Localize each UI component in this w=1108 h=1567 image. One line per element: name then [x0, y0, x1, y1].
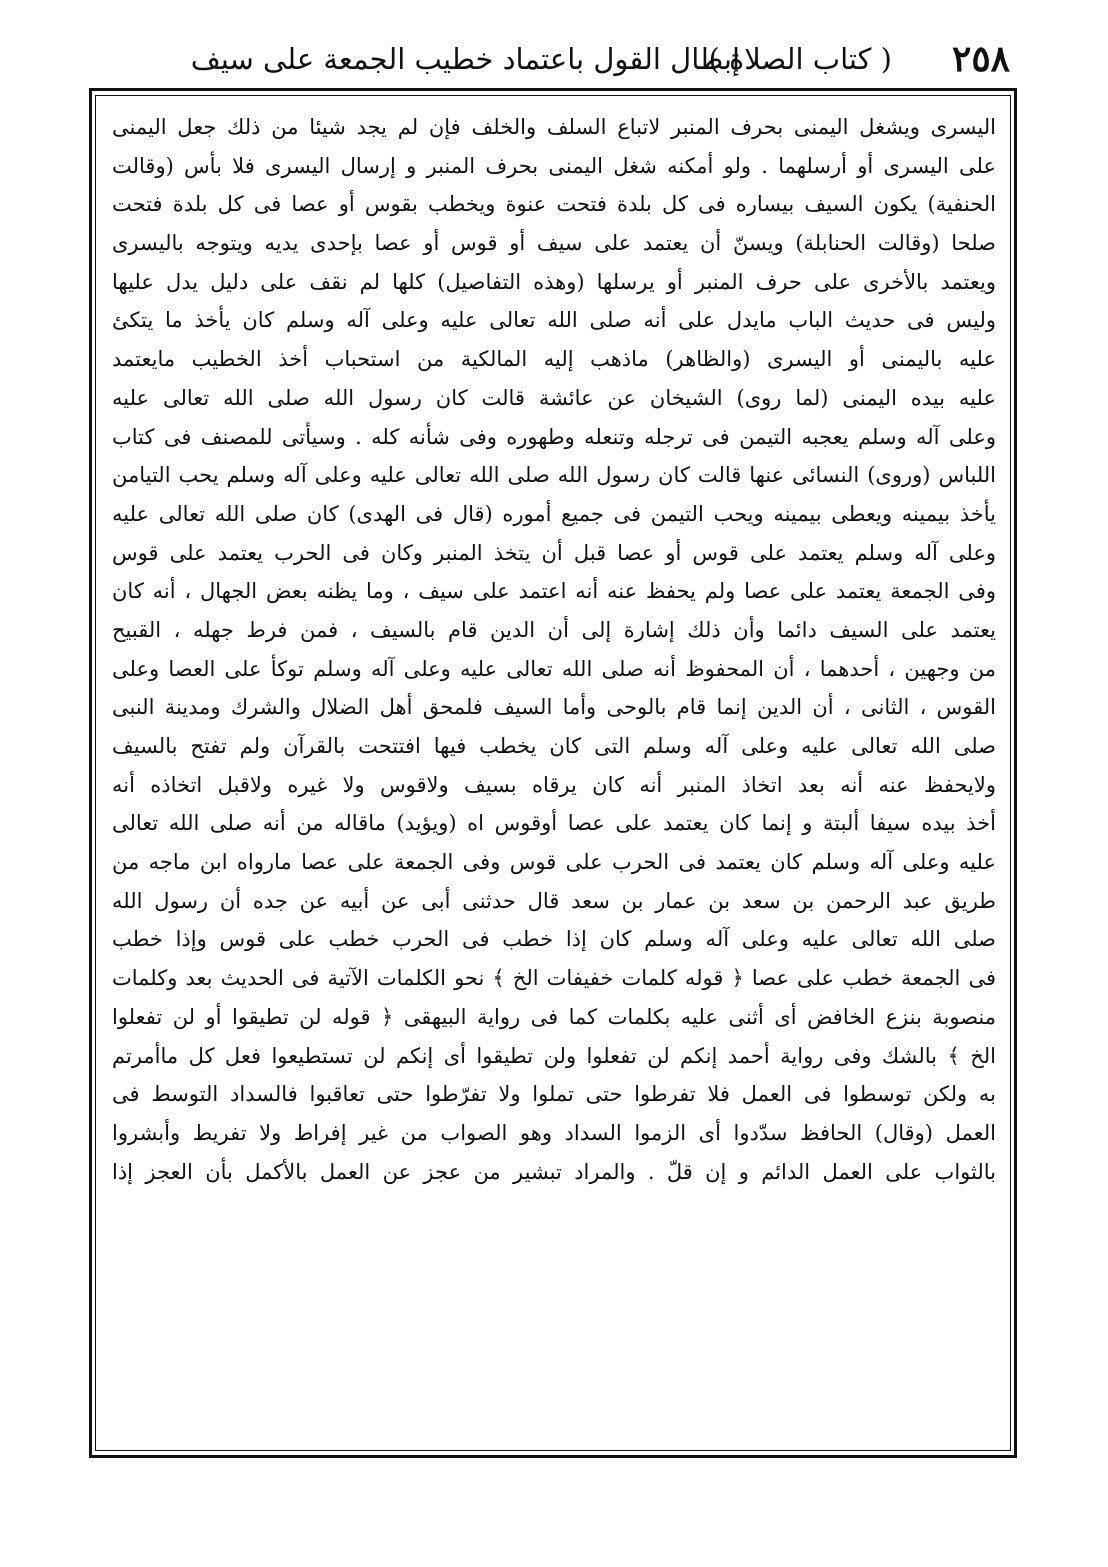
text-line: اللباس (وروى) النسائى عنها قالت كان رسول الله صلى الله تعالى عليه وعلى آله وسلم يحب التيامن — [112, 463, 996, 488]
text-line: عليه بيده اليمنى (لما روى) الشيخان عن عائشة قالت كان رسول الله صلى الله تعالى عليه — [112, 385, 996, 410]
text-line: فى الجمعة خطب على عصا ﴿ قوله كلمات خفيفات الخ ﴾ نحو الكلمات الآتية فى الحديث بعد وكلمات — [112, 966, 996, 991]
chapter-title: إبطال القول باعتماد خطيب الجمعة على سيف — [190, 42, 740, 76]
text-line: يعتمد على السيف دائما وأن ذلك إشارة إلى أن الدين قام بالسيف ، فمن فرط جهله ، القبيح — [112, 617, 996, 642]
text-line: وليس فى حديث الباب مايدل على أنه صلى الله تعالى عليه وعلى آله وسلم كان يأخذ ما يتكئ — [112, 308, 996, 333]
text-line: من وجهين ، أحدهما ، أن المحفوظ أنه صلى الله تعالى عليه وعلى آله وسلم توكأ على العصا وعلى — [112, 656, 996, 681]
text-line: على اليسرى أو أرسلهما . ولو أمكنه شغل اليمنى بحرف المنبر و إرسال اليسرى فلا بأس (وقالت — [112, 153, 996, 178]
text-line: بالثواب على العمل الدائم و إن قلّ . والمراد تبشير من عجز عن العمل بالأكمل بأن العجز إذا — [112, 1159, 996, 1184]
text-line: يأخذ بيمينه ويعطى بيمينه ويحب التيمن فى جميع أموره (قال فى الهدى) كان صلى الله تعالى عليه — [112, 501, 996, 526]
section-name: ( كتاب الصلاة ) — [708, 42, 892, 76]
text-line: عليه وعلى آله وسلم كان يعتمد فى الحرب على قوس وفى الجمعة على عصا مارواه ابن ماجه من — [112, 850, 996, 875]
text-line: منصوبة بنزع الخافض أى أثنى عليه بكلمات كما فى رواية البيهقى ﴿ قوله لن تطيقوا أو لن تفعلوا — [112, 1004, 996, 1029]
running-head — [95, 34, 1010, 84]
text-line: به ولكن توسطوا فى العمل فلا تفرطوا حتى تملوا ولا تفرّطوا حتى تعاقبوا فالسداد التوسط فى — [112, 1082, 996, 1107]
text-line: ولايحفظ عنه أنه بعد اتخاذ المنبر أنه كان يرقاه بسيف ولاقوس ولا غيره ولاقبل اتخاذه أنه — [112, 772, 996, 797]
text-line: وعلى آله وسلم يعجبه التيمن فى ترجله وتنعله وطهوره وفى شأنه كله . وسيأتى للمصنف فى كتاب — [112, 424, 996, 449]
text-line: أخذ بيده سيفا ألبتة و إنما كان يعتمد على عصا أوقوس اه (ويؤيد) ماقاله من أنه صلى الله تعالى — [112, 811, 996, 836]
text-line: الحنفية) يكون السيف بيساره فى كل بلدة فتحت عنوة ويخطب بقوس أو عصا فى كل بلدة فتحت — [112, 192, 996, 217]
text-line: الخ ﴾ بالشك وفى رواية أحمد إنكم لن تفعلوا ولن تطيقوا أى إنكم لن تستطيعوا فعل كل ماأمرتم — [112, 1043, 996, 1068]
text-line: صلى الله تعالى عليه وعلى آله وسلم كان إذا خطب فى الحرب خطب على قوس وإذا خطب — [112, 927, 996, 952]
text-line: عليه باليمنى أو اليسرى (والظاهر) ماذهب إليه المالكية من استحباب أخذ الخطيب مايعتمد — [112, 347, 996, 372]
text-line: صلى الله تعالى عليه وعلى آله وسلم التى كان يخطب فيها افتتحت بالقرآن ولم تفتح بالسيف — [112, 734, 996, 758]
text-line: صلحا (وقالت الحنابلة) ويسنّ أن يعتمد على سيف أو قوس أو عصا بإحدى يديه ويتوجه باليسرى — [112, 231, 996, 256]
text-line: طريق عبد الرحمن بن سعد بن عمار بن سعد قال حدثنى أبى عن أبيه عن جده أن رسول الله — [112, 888, 996, 913]
text-line: القوس ، الثانى ، أن الدين إنما قام بالوحى وأما السيف فلمحق أهل الضلال والشرك ومدينة النبى — [112, 695, 996, 720]
text-line: وعلى آله وسلم يعتمد على قوس أو عصا قبل أن يتخذ المنبر وكان فى الحرب يعتمد على قوس — [112, 540, 996, 565]
page-number: ٢٥٨ — [951, 38, 1010, 80]
body-text — [112, 108, 996, 1444]
text-line: وفى الجمعة يعتمد على عصا ولم يحفظ عنه أنه اعتمد على سيف ، وما يظنه بعض الجهال ، أنه كان — [112, 579, 996, 604]
text-line: اليسرى ويشغل اليمنى بحرف المنبر لاتباع السلف والخلف فإن لم يجد شيئا من ذلك جعل اليمنى — [112, 115, 996, 139]
text-line: العمل (وقال) الحافظ سدّدوا أى الزموا السداد وهو الصواب من غير إفراط ولا تفريط وأبشروا — [112, 1120, 996, 1145]
text-line: ويعتمد بالأخرى على حرف المنبر أو يرسلها (وهذه التفاصيل) كلها لم نقف على دليل يدل عليها — [112, 269, 996, 294]
